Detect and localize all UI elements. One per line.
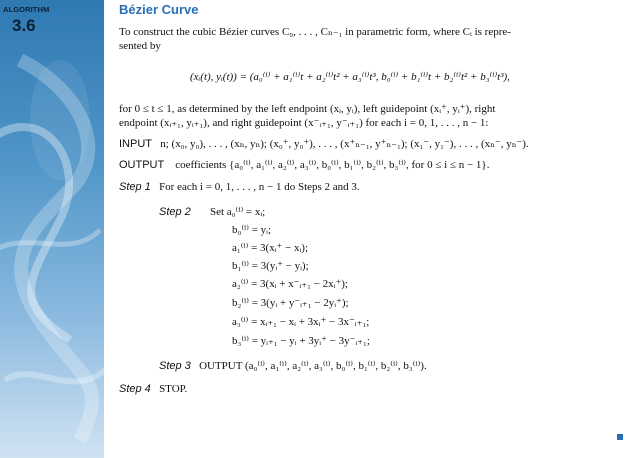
- step-2-line: a₂⁽ⁱ⁾ = 3(xᵢ + x⁻ᵢ₊₁ − 2xᵢ⁺);: [232, 278, 348, 290]
- condition-line-2: endpoint (xᵢ₊₁, yᵢ₊₁), and right guidepoint (x⁻ᵢ₊₁, y⁻ᵢ₊₁) for each i = 0, 1, . . . , n − 1:: [119, 117, 489, 129]
- algorithm-label: ALGORITHM: [3, 5, 50, 14]
- step-2-line: Set a₀⁽ⁱ⁾ = xᵢ;: [210, 206, 266, 218]
- step-1-text: For each i = 0, 1, . . . , n − 1 do Steps 2 and 3.: [159, 181, 360, 193]
- input-text: n; (x₀, y₀), . . . , (xₙ, yₙ); (x₀⁺, y₀⁺), . . . , (x⁺ₙ₋₁, y⁺ₙ₋₁); (x₁⁻, y₁⁻), . . . , (xₙ⁻, yₙ⁻).: [160, 138, 529, 150]
- step-2-line: b₂⁽ⁱ⁾ = 3(yᵢ + y⁻ᵢ₊₁ − 2yᵢ⁺);: [232, 297, 349, 309]
- step-2-line: b₀⁽ⁱ⁾ = yᵢ;: [232, 224, 272, 236]
- intro-line-1: To construct the cubic Bézier curves C₀, . . . , Cₙ₋₁ in parametric form, where Cᵢ is repre-: [119, 26, 511, 38]
- end-of-algorithm-marker: [617, 434, 623, 440]
- output-text: coefficients {a₀⁽ⁱ⁾, a₁⁽ⁱ⁾, a₂⁽ⁱ⁾, a₃⁽ⁱ⁾, b₀⁽ⁱ⁾, b₁⁽ⁱ⁾, b₂⁽ⁱ⁾, b₃⁽ⁱ⁾, for 0 ≤ i ≤ n − 1}.: [175, 159, 490, 171]
- step-2-line: a₁⁽ⁱ⁾ = 3(xᵢ⁺ − xᵢ);: [232, 242, 309, 254]
- intro-line-2: sented by: [119, 40, 161, 52]
- step-2-label-wrap: [159, 205, 191, 220]
- input-row: [119, 137, 529, 152]
- output-row: [119, 158, 489, 173]
- step-3-label: Step 3: [159, 360, 191, 372]
- condition-line-1: for 0 ≤ t ≤ 1, as determined by the left endpoint (xᵢ, yᵢ), left guidepoint (xᵢ⁺, yᵢ⁺), right: [119, 103, 496, 115]
- step-3-text: OUTPUT (a₀⁽ⁱ⁾, a₁⁽ⁱ⁾, a₂⁽ⁱ⁾, a₃⁽ⁱ⁾, b₀⁽ⁱ⁾, b₁⁽ⁱ⁾, b₂⁽ⁱ⁾, b₃⁽ⁱ⁾).: [199, 360, 427, 372]
- decorative-swirl-graphic: [0, 0, 104, 458]
- step-4-text: STOP.: [159, 383, 188, 395]
- step-2-label: Step 2: [159, 206, 191, 218]
- step-4-label: Step 4: [119, 383, 151, 395]
- input-label: INPUT: [119, 138, 152, 150]
- step-2-line: b₁⁽ⁱ⁾ = 3(yᵢ⁺ − yᵢ);: [232, 260, 309, 272]
- output-label: OUTPUT: [119, 159, 165, 171]
- step-2-line: a₃⁽ⁱ⁾ = xᵢ₊₁ − xᵢ + 3xᵢ⁺ − 3x⁻ᵢ₊₁;: [232, 316, 370, 328]
- page-title: Bézier Curve: [119, 2, 199, 17]
- step-4: [119, 382, 187, 397]
- step-3: [159, 359, 427, 374]
- step-1: [119, 180, 360, 195]
- step-1-label: Step 1: [119, 181, 151, 193]
- parametric-formula: (xᵢ(t), yᵢ(t)) = (a₀⁽ⁱ⁾ + a₁⁽ⁱ⁾t + a₂⁽ⁱ⁾t² + a₃⁽ⁱ⁾t³, b₀⁽ⁱ⁾ + b₁⁽ⁱ⁾t + b₂⁽ⁱ⁾t² + b₃⁽ⁱ⁾t³),: [190, 71, 510, 83]
- step-2-line: b₃⁽ⁱ⁾ = yᵢ₊₁ − yᵢ + 3yᵢ⁺ − 3y⁻ᵢ₊₁;: [232, 335, 370, 347]
- algorithm-number: 3.6: [12, 16, 36, 35]
- algorithm-sidebar: [0, 0, 104, 458]
